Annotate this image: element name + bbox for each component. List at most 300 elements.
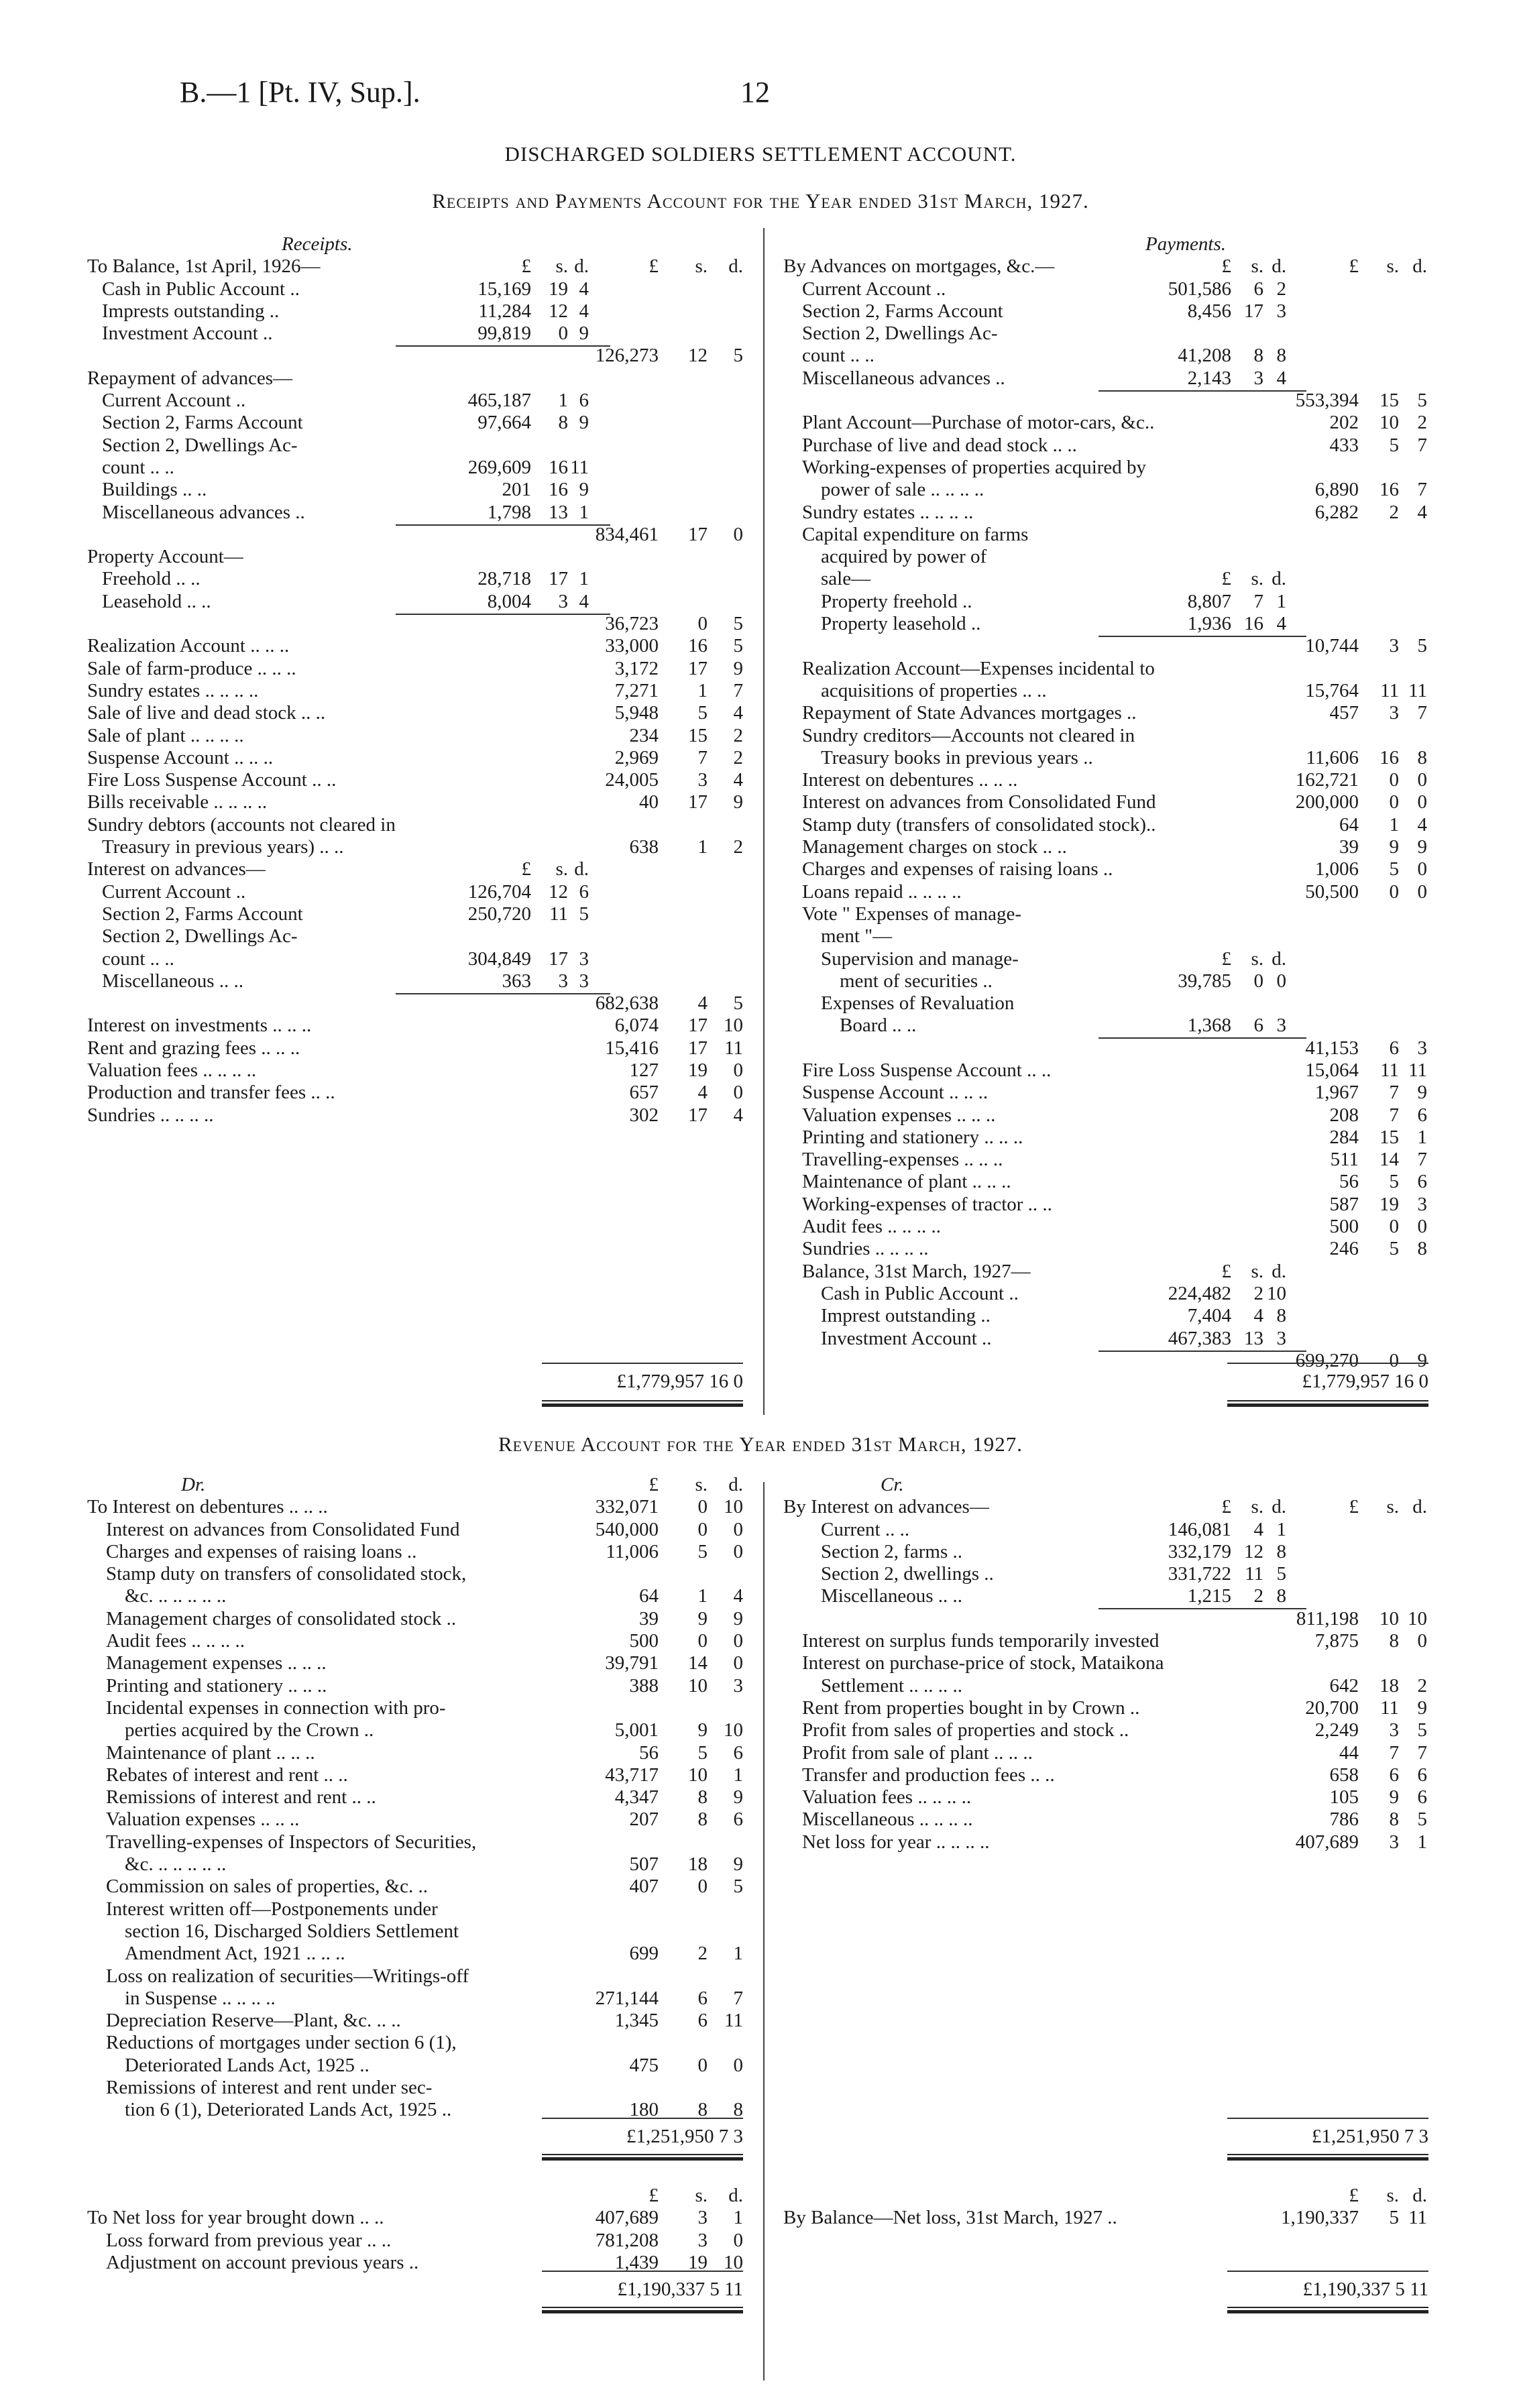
payments-total-value: £1,779,957 16 0 (1302, 1371, 1428, 1392)
sub-amount-pence: 9 (579, 323, 589, 345)
amount-pence: 5 (1417, 1809, 1427, 1831)
ledger-row (783, 300, 1427, 323)
revenue-debit-column (87, 1474, 758, 2122)
sub-amount-pence: 4 (579, 278, 589, 300)
entry-label: Fire Loss Suspense Account .. .. (87, 769, 337, 791)
amount-pounds: 15,064 (1305, 1059, 1359, 1081)
ledger-row (783, 1474, 1427, 1496)
ledger-row (783, 390, 1427, 412)
sub-amount-pence: 8 (1276, 1585, 1286, 1607)
amount-pence: 9 (1417, 1349, 1427, 1371)
entry-label: Sundry creditors—Accounts not cleared in (802, 724, 1135, 746)
entry-label: Investment Account .. (821, 1327, 992, 1349)
sub-amount-pence: 1 (1276, 1518, 1286, 1540)
ledger-row (783, 233, 1427, 255)
entry-label: Miscellaneous .. .. (821, 1585, 963, 1607)
amount-pence: 7 (1417, 434, 1427, 456)
total-rule (542, 2271, 743, 2272)
double-rule (542, 2307, 743, 2313)
sub-amount-pounds: 7,404 (1187, 1305, 1231, 1327)
amount-pence: d. (728, 2185, 743, 2206)
amount-shillings: 10 (688, 1674, 708, 1697)
sub-amount-shillings: s. (1251, 1260, 1263, 1282)
ledger-row (783, 367, 1427, 390)
ledger-row (783, 1104, 1427, 1127)
ledger-row (87, 390, 758, 412)
entry-label: Realization Account .. .. .. (87, 635, 290, 657)
revenue-debit-total (542, 2126, 743, 2148)
amount-pounds: 781,208 (595, 2229, 659, 2251)
amount-pence: 3 (1417, 1193, 1427, 1215)
ledger-row (783, 702, 1427, 724)
ledger-row (783, 1496, 1427, 1518)
sub-amount-shillings: 11 (549, 903, 568, 925)
entry-label: Repayment of State Advances mortgages .. (802, 702, 1137, 724)
amount-pounds: £ (649, 2185, 659, 2206)
amount-pounds: 642 (1329, 1674, 1359, 1697)
total-rule (542, 1363, 743, 1364)
amount-pence: 2 (733, 836, 743, 858)
sub-amount-pounds: 8,807 (1187, 590, 1231, 612)
sub-amount-pence: 11 (570, 456, 589, 478)
amount-pounds: 511 (1330, 1149, 1359, 1171)
revenue-credit-total (1227, 2126, 1428, 2148)
entry-label: in Suspense .. .. .. .. (125, 1987, 276, 2009)
ledger-row (87, 613, 758, 635)
amount-pounds: 553,394 (1295, 390, 1359, 412)
sub-amount-shillings: 3 (558, 970, 568, 992)
ledger-row (783, 925, 1427, 948)
ledger-row (87, 1630, 758, 1652)
receipts-total (542, 1371, 743, 1393)
amount-pounds: 234 (629, 724, 659, 746)
ledger-row (87, 278, 758, 300)
net-loss-credit-total-value: £1,190,337 5 11 (1302, 2279, 1428, 2300)
entry-label: Rebates of interest and rent .. .. (106, 1764, 348, 1786)
amount-shillings: s. (695, 2185, 708, 2206)
sub-amount-pounds: 224,482 (1168, 1282, 1231, 1304)
column-heading: Dr. (181, 1474, 206, 1495)
amount-pence: 1 (733, 1943, 743, 1965)
ledger-row (783, 1742, 1427, 1764)
amount-pence: 0 (733, 1630, 743, 1652)
sub-amount-shillings: s. (1251, 948, 1263, 970)
ledger-row (87, 1786, 758, 1809)
amount-pence: 0 (733, 523, 743, 545)
amount-pounds: 1,345 (614, 2010, 659, 2032)
ledger-row (783, 1261, 1427, 1283)
entry-label: ment of securities .. (840, 970, 993, 992)
ledger-row (87, 2032, 758, 2054)
sub-amount-shillings: 2 (1253, 1282, 1263, 1304)
amount-pence: d. (728, 255, 743, 278)
amount-shillings: 8 (1389, 1630, 1399, 1652)
amount-pounds: 56 (639, 1741, 659, 1764)
entry-label: Treasury books in previous years .. (821, 746, 1093, 768)
entry-label: Interest on advances from Consolidated Fund (106, 1518, 460, 1540)
entry-label: Balance, 31st March, 1927— (802, 1260, 1031, 1282)
sub-amount-pounds: 28,718 (477, 568, 531, 590)
amount-shillings: s. (1386, 255, 1399, 278)
amount-pounds: 6,282 (1314, 501, 1359, 523)
ledger-row (87, 300, 758, 323)
entry-label: Production and transfer fees .. .. (87, 1082, 335, 1104)
entry-label: Printing and stationery .. .. .. (802, 1126, 1023, 1148)
ledger-row (783, 1809, 1427, 1831)
ledger-row (783, 858, 1427, 880)
ledger-row (783, 479, 1427, 501)
ledger-row (783, 680, 1427, 702)
sub-amount-pence: 5 (1276, 1563, 1286, 1585)
net-loss-credit-total (1227, 2279, 1428, 2301)
ledger-row (783, 1630, 1427, 1652)
amount-shillings: 5 (1389, 858, 1399, 880)
amount-pence: 5 (1417, 1719, 1427, 1741)
double-rule (1227, 2307, 1428, 2313)
sub-amount-shillings: 17 (1244, 300, 1263, 322)
ledger-row (783, 1149, 1427, 1171)
amount-shillings: 9 (697, 1719, 708, 1741)
entry-label: To Balance, 1st April, 1926— (87, 255, 321, 278)
amount-shillings: s. (695, 1474, 708, 1495)
sub-amount-shillings: 16 (549, 456, 568, 478)
column-heading: Receipts. (282, 233, 353, 255)
ledger-row (87, 769, 758, 791)
amount-pounds: 39,791 (605, 1652, 659, 1674)
ledger-row (783, 1608, 1427, 1630)
ledger-row (783, 255, 1427, 278)
entry-label: Charges and expenses of raising loans .. (802, 858, 1113, 880)
entry-label: Sale of plant .. .. .. .. (87, 724, 244, 746)
entry-label: Investment Account .. (102, 323, 273, 345)
amount-pence: 10 (724, 1496, 743, 1518)
entry-label: Bills receivable .. .. .. .. (87, 791, 268, 813)
sub-amount-shillings: s. (1251, 1496, 1263, 1518)
sub-amount-pence: d. (574, 858, 589, 880)
amount-pounds: 1,190,337 (1281, 2207, 1359, 2229)
amount-shillings: 17 (688, 657, 708, 679)
amount-pence: 0 (733, 2229, 743, 2251)
amount-pence: 1 (733, 1764, 743, 1786)
entry-label: power of sale .. .. .. .. (821, 479, 984, 501)
amount-pounds: £ (1349, 1496, 1359, 1518)
amount-pounds: 500 (1329, 1216, 1359, 1238)
sub-amount-pence: 4 (1276, 367, 1286, 389)
sub-amount-pence: 3 (1276, 1015, 1286, 1037)
amount-pence: 4 (733, 1585, 743, 1607)
sub-amount-pence: 3 (579, 970, 589, 992)
entry-label: Valuation expenses .. .. .. (106, 1809, 300, 1831)
entry-label: Buildings .. .. (102, 479, 207, 501)
amount-pounds: 5,948 (614, 702, 659, 724)
ledger-row (87, 1059, 758, 1082)
amount-shillings: s. (1386, 1496, 1399, 1518)
ledger-row (87, 858, 758, 880)
amount-pounds: 786 (1329, 1809, 1359, 1831)
amount-pence: 6 (733, 1741, 743, 1764)
revenue-credit-column (783, 1474, 1427, 1853)
ledger-row (783, 278, 1427, 300)
amount-pence: 9 (733, 657, 743, 679)
amount-pence: 2 (733, 724, 743, 746)
amount-pounds: 50,500 (1305, 880, 1359, 903)
amount-shillings: 1 (697, 836, 708, 858)
entry-label: acquired by power of (821, 546, 987, 568)
ledger-row (783, 791, 1427, 813)
amount-pence: 2 (733, 746, 743, 768)
entry-label: Board .. .. (840, 1015, 917, 1037)
entry-label: sale— (821, 568, 871, 590)
sub-amount-pence: 8 (1276, 345, 1286, 367)
ledger-row (783, 1519, 1427, 1541)
ledger-row (783, 992, 1427, 1015)
amount-pounds: 638 (629, 836, 659, 858)
entry-label: Treasury in previous years) .. .. (102, 836, 344, 858)
entry-label: Audit fees .. .. .. .. (802, 1216, 941, 1238)
entry-label: Property freehold .. (821, 590, 972, 612)
amount-pounds: £ (649, 1474, 659, 1495)
entry-label: Repayment of advances— (87, 367, 293, 389)
amount-shillings: 14 (1379, 1149, 1399, 1171)
amount-shillings: 19 (688, 2251, 708, 2273)
amount-pence: 9 (733, 1607, 743, 1629)
entry-label: Section 2, Dwellings Ac- (102, 925, 298, 948)
amount-shillings: 17 (688, 1037, 708, 1059)
amount-pounds: 11,006 (606, 1540, 659, 1562)
amount-shillings: 8 (697, 1809, 708, 1831)
sub-amount-shillings: 0 (1253, 970, 1263, 992)
amount-pence: 4 (1417, 501, 1427, 523)
ledger-row (87, 1697, 758, 1719)
sub-amount-shillings: s. (1251, 255, 1263, 278)
sub-amount-shillings: 4 (1253, 1518, 1263, 1540)
amount-pence: 0 (733, 1518, 743, 1540)
entry-label: Loss on realization of securities—Writings-off (106, 1965, 469, 1987)
entry-label: Purchase of live and dead stock .. .. (802, 434, 1077, 456)
amount-shillings: 17 (688, 1104, 708, 1126)
amount-pounds: 64 (639, 1585, 659, 1607)
amount-shillings: 3 (1389, 1831, 1399, 1853)
sub-amount-pence: 9 (579, 412, 589, 434)
sub-amount-shillings: 12 (549, 880, 568, 903)
ledger-row (87, 658, 758, 680)
ledger-row (783, 1283, 1427, 1305)
amount-pence: 0 (1417, 1216, 1427, 1238)
amount-pence: 9 (733, 1853, 743, 1876)
amount-pounds: 15,764 (1305, 679, 1359, 701)
entry-label: Travelling-expenses .. .. .. (802, 1149, 1003, 1171)
entry-label: Imprest outstanding .. (821, 1305, 991, 1327)
sub-amount-shillings: 0 (558, 323, 568, 345)
amount-shillings: 11 (1380, 679, 1399, 701)
entry-label: Management expenses .. .. .. (106, 1652, 327, 1674)
entry-label: Working-expenses of properties acquired by (802, 456, 1147, 478)
amount-shillings: 6 (697, 1987, 708, 2009)
sub-amount-pounds: 304,849 (467, 948, 531, 970)
amount-pence: 7 (1417, 702, 1427, 724)
ledger-row (87, 814, 758, 836)
page-number: 12 (740, 76, 770, 109)
amount-shillings: 16 (1379, 746, 1399, 768)
ledger-row (783, 725, 1427, 747)
amount-shillings: 0 (697, 2054, 708, 2076)
ledger-row (87, 479, 758, 501)
document-title: DISCHARGED SOLDIERS SETTLEMENT ACCOUNT. (504, 142, 1017, 166)
amount-pounds: 162,721 (1295, 769, 1359, 791)
entry-label: Rent and grazing fees .. .. .. (87, 1037, 300, 1059)
amount-pounds: 2,249 (1314, 1719, 1359, 1741)
sub-amount-shillings: 11 (1245, 1563, 1263, 1585)
amount-pence: 5 (733, 992, 743, 1015)
amount-shillings: 19 (688, 1059, 708, 1081)
entry-label: Interest on advances from Consolidated Fund (802, 791, 1156, 813)
entry-label: Plant Account—Purchase of motor-cars, &c.. (802, 412, 1155, 434)
sub-amount-shillings: 2 (1253, 1585, 1263, 1607)
entry-label: Sundry estates .. .. .. .. (802, 501, 974, 523)
amount-shillings: 0 (697, 1496, 708, 1518)
ledger-row (783, 323, 1427, 345)
sub-amount-pence: 3 (579, 948, 589, 970)
sub-amount-shillings: 8 (1253, 345, 1263, 367)
amount-pounds: 433 (1329, 434, 1359, 456)
amount-pounds: 24,005 (605, 769, 659, 791)
amount-pounds: 811,198 (1296, 1607, 1359, 1629)
entry-label: Interest on surplus funds temporarily invested (802, 1630, 1160, 1652)
double-rule (1227, 2154, 1428, 2161)
sub-amount-shillings: 1 (558, 390, 568, 412)
amount-pounds: 10,744 (1305, 635, 1359, 657)
amount-pence: 0 (733, 1082, 743, 1104)
amount-shillings: 11 (1380, 1697, 1399, 1719)
amount-pence: 7 (1417, 1149, 1427, 1171)
sub-amount-pounds: £ (521, 858, 531, 880)
ledger-row (87, 255, 758, 278)
amount-pence: 0 (1417, 791, 1427, 813)
sub-amount-pounds: 1,368 (1187, 1015, 1231, 1037)
amount-pence: 2 (1417, 1674, 1427, 1697)
total-rule (542, 2118, 743, 2119)
amount-shillings: 3 (697, 2207, 708, 2229)
amount-pence: 10 (724, 1719, 743, 1741)
amount-pounds: 202 (1329, 412, 1359, 434)
amount-shillings: 16 (1379, 479, 1399, 501)
double-rule (542, 1400, 743, 1407)
amount-pounds: 39 (1339, 836, 1359, 858)
amount-shillings: 7 (697, 746, 708, 768)
sub-amount-pence: 1 (579, 568, 589, 590)
amount-pence: 5 (733, 1876, 743, 1898)
sub-amount-pence: d. (1272, 1496, 1286, 1518)
amount-shillings: s. (1386, 2185, 1399, 2206)
amount-pence: 1 (733, 2207, 743, 2229)
ledger-row (87, 591, 758, 613)
ledger-row (783, 1171, 1427, 1193)
amount-pounds: 200,000 (1295, 791, 1359, 813)
ledger-row (783, 457, 1427, 479)
ledger-row (87, 1988, 758, 2010)
sub-amount-pence: 3 (1276, 300, 1286, 322)
entry-label: Section 2, dwellings .. (821, 1563, 994, 1585)
sub-amount-shillings: 12 (1244, 1540, 1263, 1562)
amount-pence: 4 (1417, 813, 1427, 836)
sub-amount-pounds: 501,586 (1168, 278, 1231, 300)
amount-pence: 11 (1408, 1059, 1427, 1081)
entry-label: Current Account .. (102, 390, 246, 412)
sub-amount-shillings: 3 (1253, 367, 1263, 389)
entry-label: perties acquired by the Crown .. (125, 1719, 374, 1741)
ledger-row (87, 1563, 758, 1585)
entry-label: Transfer and production fees .. .. (802, 1764, 1055, 1786)
entry-label: Property leasehold .. (821, 613, 981, 635)
ledger-row (87, 568, 758, 590)
entry-label: Miscellaneous advances .. (102, 501, 305, 523)
sub-amount-pence: 3 (1276, 1327, 1286, 1349)
entry-label: Miscellaneous advances .. (802, 367, 1005, 389)
amount-pounds: 699,270 (1295, 1349, 1359, 1371)
amount-pence: d. (728, 1474, 743, 1495)
ledger-row (783, 747, 1427, 769)
ledger-row (87, 435, 758, 457)
sub-amount-pounds: 250,720 (467, 903, 531, 925)
sub-amount-pence: 9 (579, 479, 589, 501)
amount-pounds: 64 (1339, 813, 1359, 836)
ledger-row (783, 1585, 1427, 1607)
ledger-row (783, 1541, 1427, 1563)
ledger-row (783, 1216, 1427, 1238)
amount-shillings: s. (695, 255, 708, 278)
ledger-row (783, 1652, 1427, 1674)
amount-pounds: 587 (1329, 1193, 1359, 1215)
amount-pence: 6 (1417, 1786, 1427, 1809)
sub-amount-pounds: 331,722 (1168, 1563, 1231, 1585)
net-loss-debit-total-value: £1,190,337 5 11 (617, 2279, 743, 2300)
amount-pounds: 208 (1329, 1104, 1359, 1126)
amount-shillings: 3 (1389, 1719, 1399, 1741)
entry-label: tion 6 (1), Deteriorated Lands Act, 1925 .. (125, 2099, 452, 2121)
amount-shillings: 19 (1379, 1193, 1399, 1215)
ledger-row (87, 925, 758, 948)
amount-pence: 2 (1417, 412, 1427, 434)
entry-label: Supervision and manage- (821, 948, 1019, 970)
ledger-row (87, 367, 758, 390)
amount-pounds: 56 (1339, 1171, 1359, 1193)
amount-pounds: 33,000 (605, 635, 659, 657)
ledger-row (87, 457, 758, 479)
ledger-row (87, 1853, 758, 1876)
sub-amount-pounds: 97,664 (477, 412, 531, 434)
amount-pence: 8 (733, 2099, 743, 2121)
amount-shillings: 11 (1380, 1059, 1399, 1081)
ledger-row (87, 2207, 758, 2229)
sub-amount-pence: 6 (579, 880, 589, 903)
amount-pounds: 699 (629, 1943, 659, 1965)
entry-label: Incidental expenses in connection with pro- (106, 1697, 446, 1719)
total-rule (1227, 2118, 1428, 2119)
ledger-row (87, 1519, 758, 1541)
entry-label: Depreciation Reserve—Plant, &c. .. .. (106, 2010, 401, 2032)
amount-shillings: 5 (697, 1540, 708, 1562)
amount-pounds: 7,875 (1314, 1630, 1359, 1652)
sub-amount-shillings: 17 (549, 568, 568, 590)
ledger-row (783, 546, 1427, 568)
amount-shillings: 0 (1389, 1216, 1399, 1238)
double-rule (1227, 1400, 1428, 1407)
ledger-row (783, 658, 1427, 680)
entry-label: Loans repaid .. .. .. .. (802, 880, 962, 903)
amount-pounds: 6,890 (1314, 479, 1359, 501)
amount-shillings: 6 (697, 2010, 708, 2032)
sub-amount-pounds: £ (1221, 1496, 1231, 1518)
